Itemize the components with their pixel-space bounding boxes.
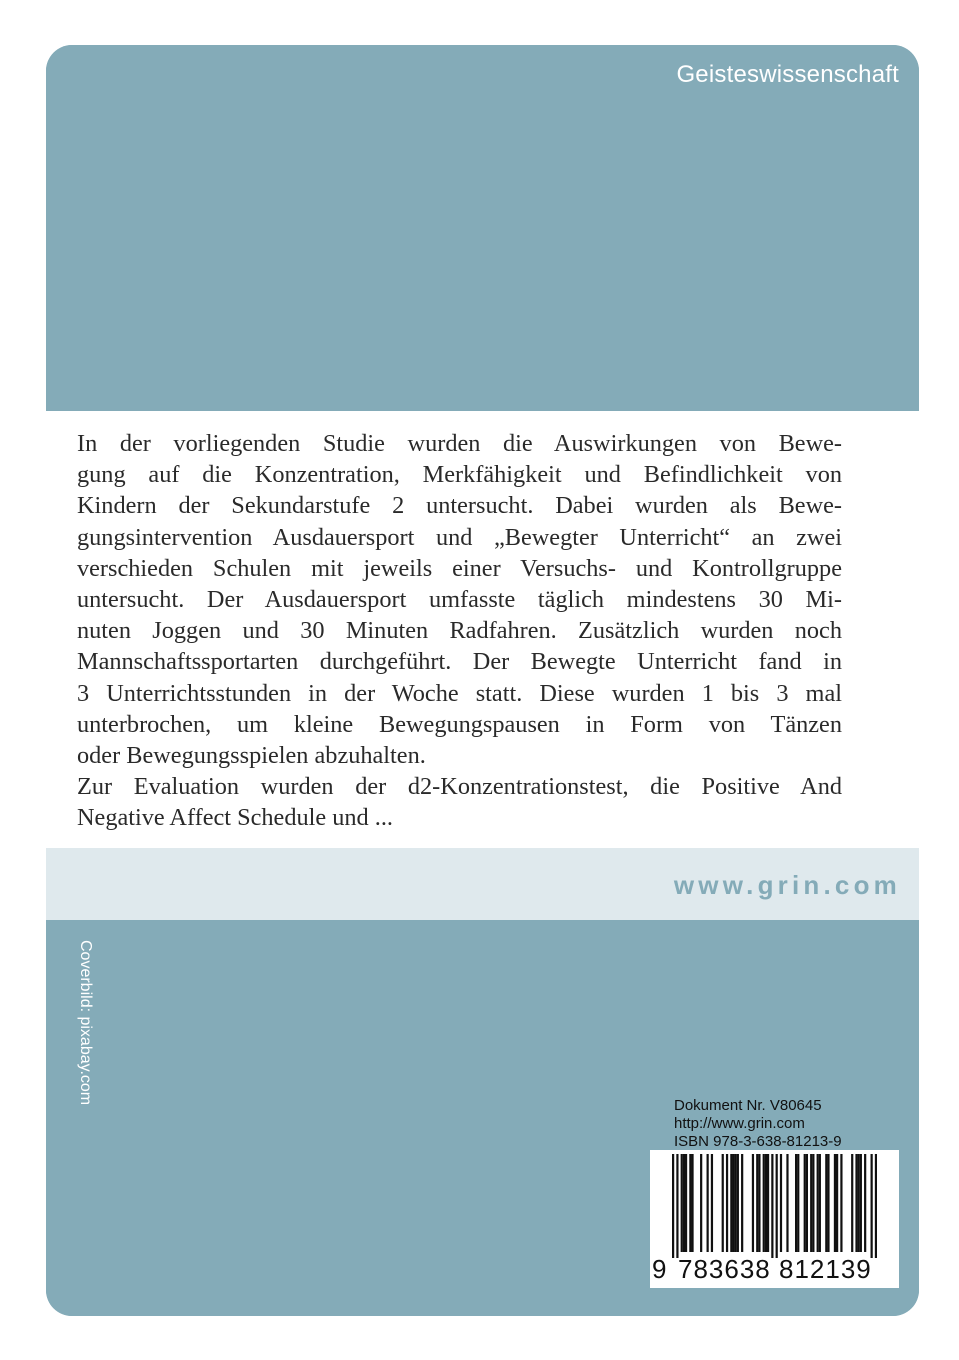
barcode-bar — [840, 1154, 842, 1252]
barcode-bar — [864, 1154, 866, 1252]
barcode-bar — [707, 1154, 709, 1252]
barcode-bar — [722, 1154, 724, 1252]
barcode-bar — [858, 1154, 860, 1252]
category-label: Geisteswissenschaft — [676, 61, 899, 88]
barcode-bar — [786, 1154, 788, 1252]
barcode-digit-group-right: 812139 — [779, 1254, 872, 1284]
barcode-bar — [825, 1154, 827, 1252]
barcode-bar — [812, 1154, 814, 1252]
cover-credit: Coverbild: pixabay.com — [77, 940, 94, 1106]
barcode-bar — [819, 1154, 821, 1252]
barcode-bar — [737, 1154, 739, 1252]
barcode-bar — [683, 1154, 685, 1252]
document-number: Dokument Nr. V80645 — [674, 1097, 822, 1114]
blurb-text — [77, 428, 842, 834]
document-url[interactable]: http://www.grin.com — [674, 1115, 805, 1132]
blurb-line: unterbrochen, um kleine Bewegungspausen in Form von Tänzen — [77, 710, 842, 738]
barcode-bar — [758, 1154, 760, 1252]
barcode-bar — [871, 1154, 873, 1258]
blurb-line: Mannschaftssportarten durchgeführt. Der Bewegte Unterricht fand in — [77, 648, 842, 676]
blurb-line: nuten Joggen und 30 Minuten Radfahren. Zusätzlich wurden noch — [77, 617, 842, 645]
barcode-bar — [726, 1154, 728, 1252]
blurb-panel — [46, 411, 919, 848]
barcode-bar — [834, 1154, 836, 1252]
barcode-bar — [752, 1154, 754, 1252]
barcode-bar — [806, 1154, 808, 1252]
barcode-bar — [776, 1154, 778, 1258]
barcode-bar — [735, 1154, 737, 1252]
barcode-bar — [827, 1154, 829, 1252]
blurb-line: Kindern der Sekundarstufe 2 untersucht. Dabei wurden als Bewe- — [77, 492, 842, 520]
website-band — [46, 848, 919, 920]
blurb-line: gungsintervention Ausdauersport und „Bewegter Unterricht“ an zwei — [77, 523, 842, 551]
barcode-bar — [691, 1154, 693, 1252]
barcode-bar — [767, 1154, 769, 1252]
barcode-bar — [763, 1154, 765, 1252]
barcode — [650, 1150, 899, 1288]
barcode-bar — [765, 1154, 767, 1252]
barcode-bar — [817, 1154, 819, 1252]
barcode-bar — [730, 1154, 732, 1252]
barcode-bar — [741, 1154, 743, 1252]
barcode-bar — [771, 1154, 773, 1258]
blurb-line: In der vorliegenden Studie wurden die Auswirkungen von Bewe- — [77, 430, 842, 457]
barcode-bar — [860, 1154, 862, 1252]
barcode-bar — [672, 1154, 674, 1258]
bottom-color-panel — [46, 920, 919, 1316]
barcode-bar — [756, 1154, 758, 1252]
barcode-bar — [795, 1154, 797, 1252]
barcode-bar — [681, 1154, 683, 1252]
blurb-line: 3 Unterrichtsstunden in der Woche statt. Diese wurden 1 bis 3 mal — [77, 679, 842, 707]
blurb-line: Negative Affect Schedule und ... — [77, 804, 393, 832]
barcode-bar — [711, 1154, 713, 1252]
top-color-panel — [46, 45, 919, 411]
blurb-line: untersucht. Der Ausdauersport umfasste täglich mindestens 30 Mi- — [77, 586, 842, 614]
barcode-bar — [855, 1154, 857, 1252]
website-url[interactable]: www.grin.com — [673, 870, 901, 900]
blurb-line: verschieden Schulen mit jeweils einer Versuchs- und Kontrollgruppe — [77, 554, 842, 582]
barcode-bar — [676, 1154, 678, 1258]
barcode-bar — [875, 1154, 877, 1258]
barcode-digit-group-left: 783638 — [678, 1254, 771, 1284]
barcode-bar — [780, 1154, 782, 1252]
book-back-cover — [46, 45, 919, 1316]
barcode-bar — [700, 1154, 702, 1252]
barcode-digit-first: 9 — [652, 1254, 668, 1284]
barcode-bar — [851, 1154, 853, 1252]
blurb-line: gung auf die Konzentration, Merkfähigkeit und Befindlichkeit von — [77, 461, 842, 489]
blurb-line: Zur Evaluation wurden der d2-Konzentrationstest, die Positive And — [77, 773, 842, 801]
barcode-bar — [685, 1154, 687, 1252]
barcode-bar — [797, 1154, 799, 1252]
barcode-bars — [672, 1154, 877, 1258]
isbn: ISBN 978-3-638-81213-9 — [674, 1133, 842, 1150]
barcode-bar — [836, 1154, 838, 1252]
document-info — [674, 1097, 842, 1151]
barcode-bar — [732, 1154, 734, 1252]
barcode-bar — [810, 1154, 812, 1252]
barcode-bar — [804, 1154, 806, 1252]
blurb-line: oder Bewegungsspielen abzuhalten. — [77, 742, 426, 770]
barcode-bar — [689, 1154, 691, 1252]
